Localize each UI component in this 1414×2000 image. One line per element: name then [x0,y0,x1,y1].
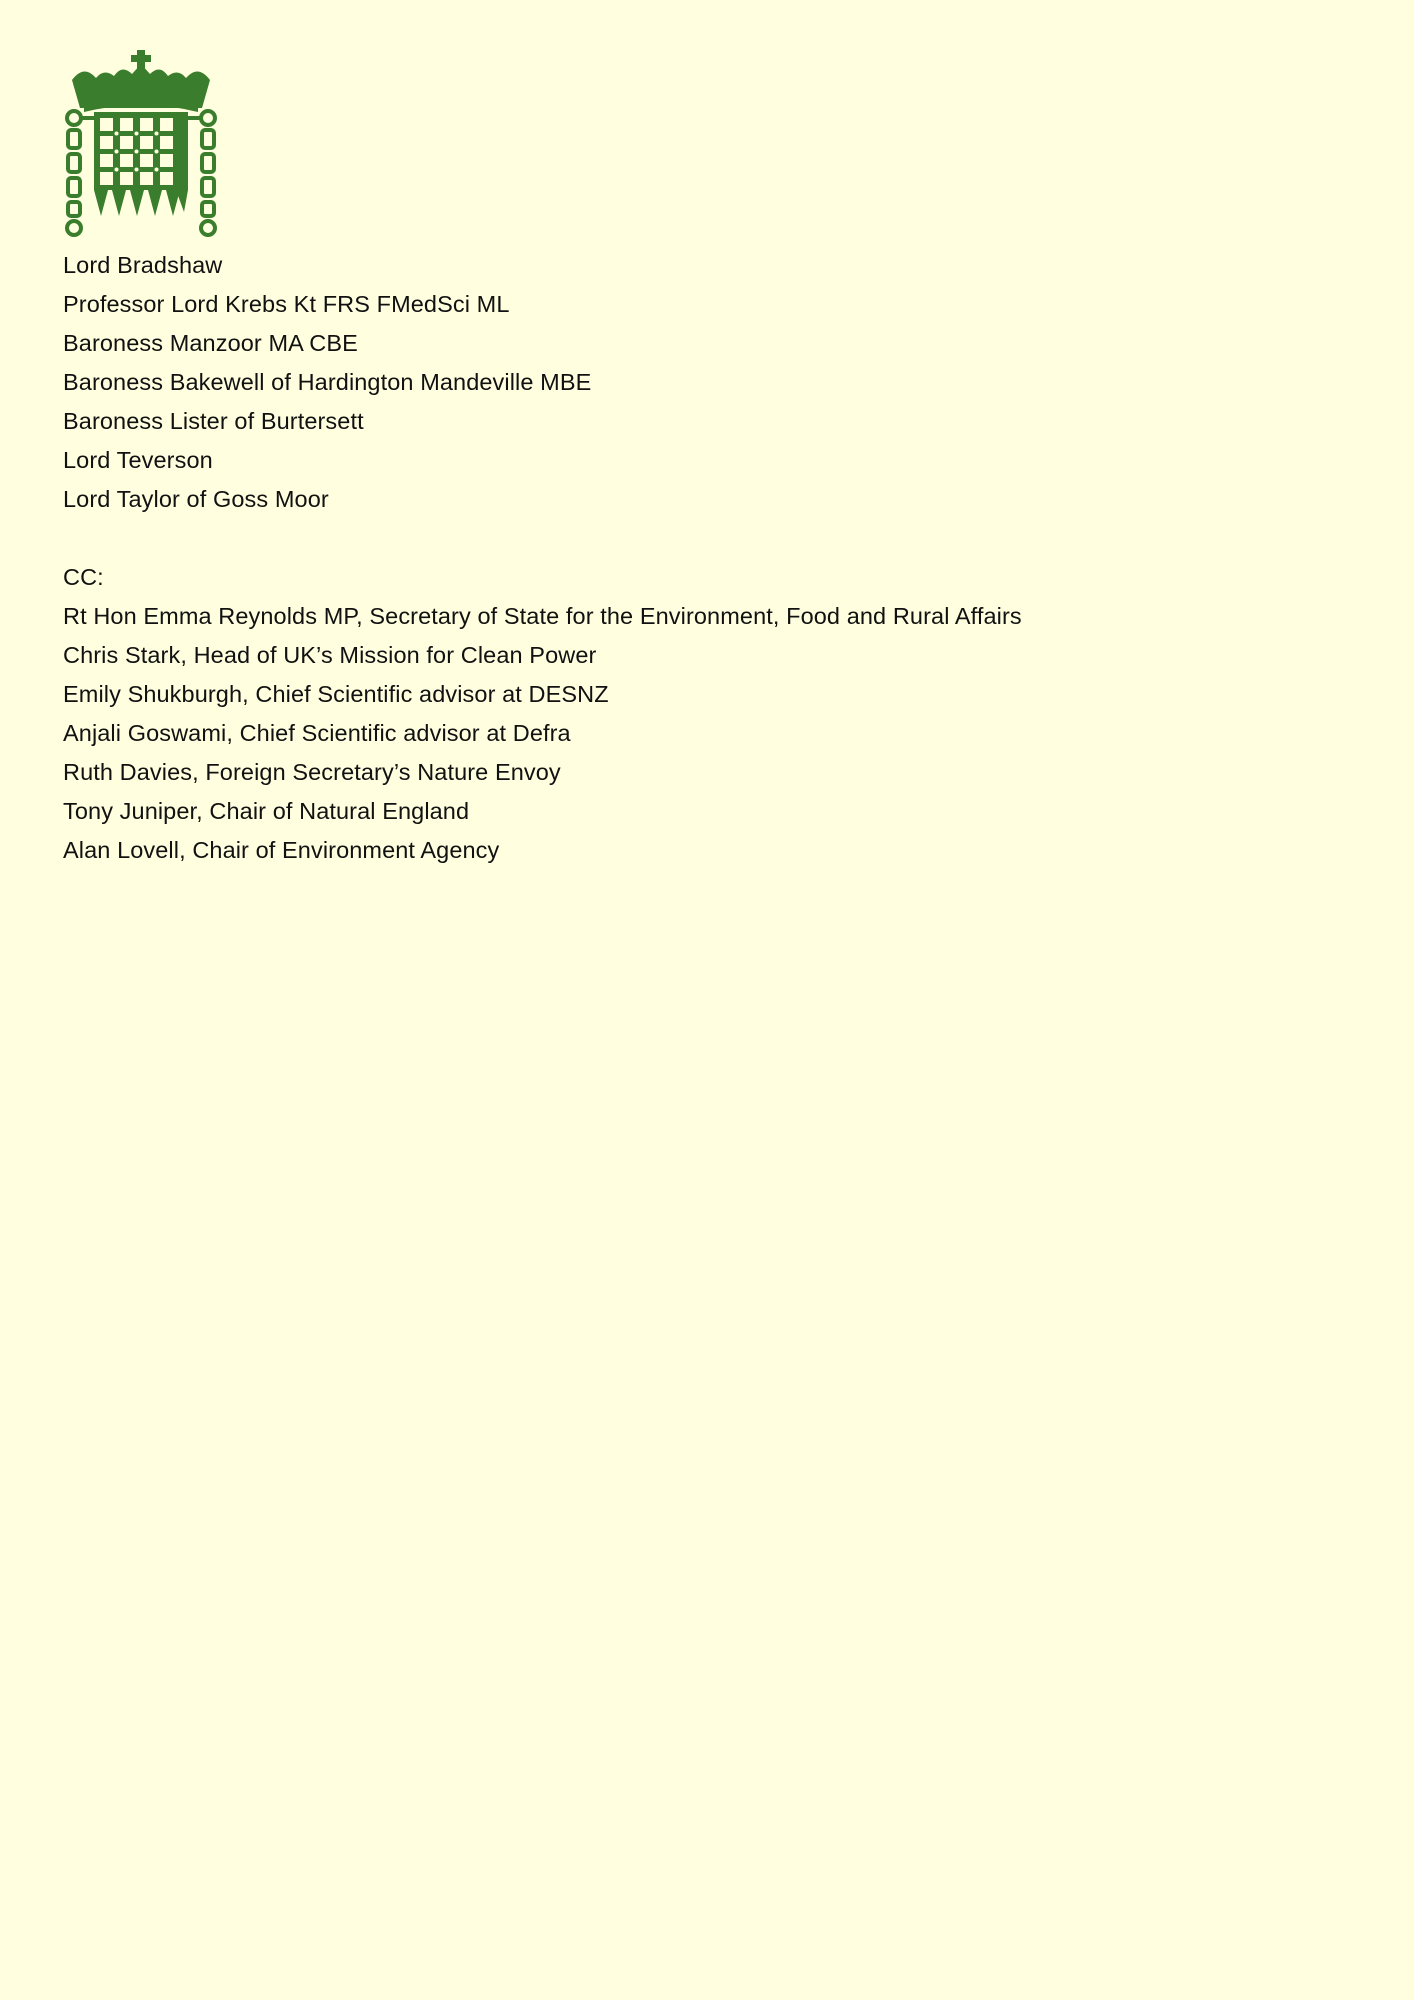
signatory-name: Lord Taylor of Goss Moor [63,486,329,512]
cc-section [63,558,1022,870]
cc-recipient: Alan Lovell, Chair of Environment Agency [63,837,500,863]
cc-recipient: Emily Shukburgh, Chief Scientific advisor at DESNZ [63,681,609,707]
signatory-name: Baroness Manzoor MA CBE [63,330,358,356]
cc-recipient: Chris Stark, Head of UK’s Mission for Clean Power [63,642,597,668]
cc-recipient: Rt Hon Emma Reynolds MP, Secretary of State for the Environment, Food and Rural Affairs [63,603,1022,629]
signatory-list [63,246,591,519]
signatory-name: Professor Lord Krebs Kt FRS FMedSci ML [63,291,510,317]
cc-recipient-list [63,597,1022,870]
cc-recipient: Tony Juniper, Chair of Natural England [63,798,470,824]
signatory-name: Baroness Bakewell of Hardington Mandeville MBE [63,369,592,395]
signatory-name: Lord Teverson [63,447,213,473]
cc-label: CC: [63,564,104,590]
cc-recipient: Ruth Davies, Foreign Secretary’s Nature Envoy [63,759,561,785]
portcullis-crest-icon [64,50,218,238]
signatory-name: Baroness Lister of Burtersett [63,408,364,434]
cc-recipient: Anjali Goswami, Chief Scientific advisor at Defra [63,720,571,746]
signatory-name: Lord Bradshaw [63,252,223,278]
